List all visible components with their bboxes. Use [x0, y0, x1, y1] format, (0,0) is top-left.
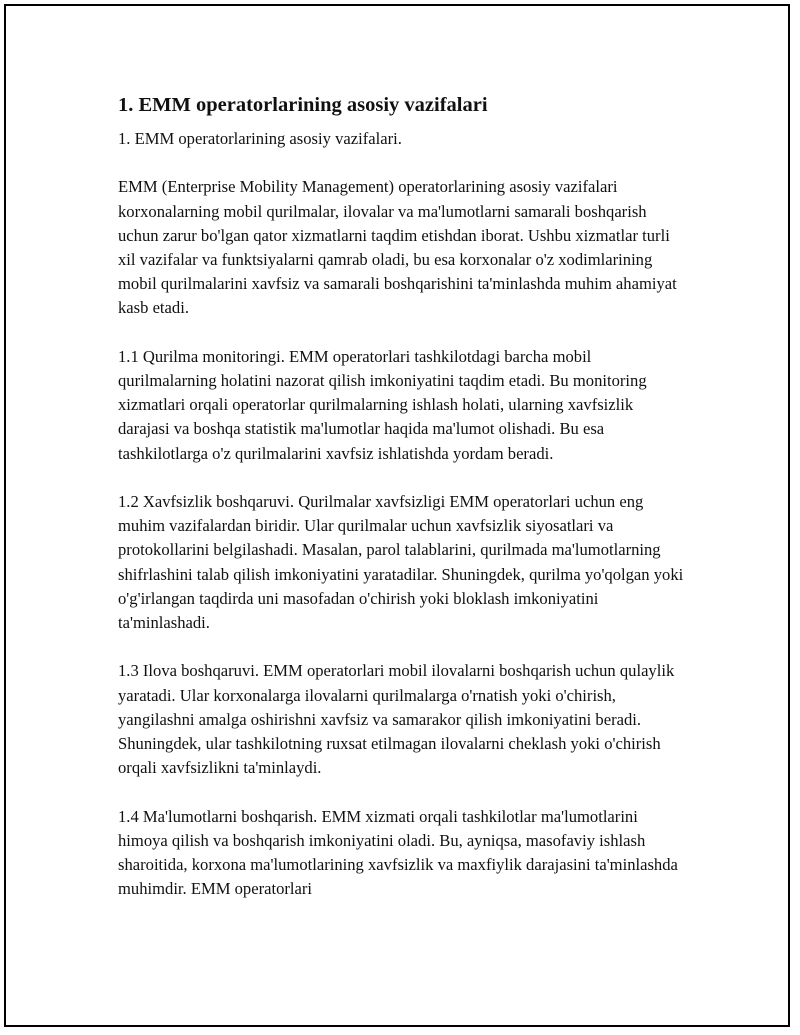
paragraph-device-monitoring: 1.1 Qurilma monitoringi. EMM operatorlari tashkilotdagi barcha mobil qurilmalarning holatini nazorat qilish imkoniyatini taqdim etadi. Bu monitoring xizmatlari orqali operatorlar qurilmalarning ishlash holati, ularning xavfsizlik darajasi va boshqa statistik ma'lumotlar haqida ma'lumot olishadi. Bu esa tashkilotlarga o'z qurilmalarini xavfsiz ishlatishda yordam beradi.	[118, 346, 647, 463]
paragraph-security-management: 1.2 Xavfsizlik boshqaruvi. Qurilmalar xavfsizligi EMM operatorlari uchun eng muhim vazifalardan biridir. Ular qurilmalar uchun xavfsizlik siyosatlari va protokollarini belgilashadi. Masalan, parol talablarini, qurilmada ma'lumotlarning shifrlashini talab qilish imkoniyatini yaratadilar. Shuningdek, qurilma yo'qolgan yoki o'g'irlangan taqdirda uni masofadan o'chirish yoki bloklash imkoniyatini ta'minlashadi.	[118, 492, 684, 633]
paragraph-data-management: 1.4 Ma'lumotlarni boshqarish. EMM xizmati orqali tashkilotlar ma'lumotlarini himoya qilish va boshqarish imkoniyatini oladi. Bu, ayniqsa, masofaviy ishlash sharoitida, korxona ma'lumotlarining xavfsizlik va maxfiylik darajasini ta'minlashda muhimdir. EMM operatorlari	[118, 806, 678, 899]
paragraph-app-management: 1.3 Ilova boshqaruvi. EMM operatorlari mobil ilovalarni boshqarish uchun qulaylik yaratadi. Ular korxonalarga ilovalarni qurilmalarga o'rnatish yoki o'chirish, yangilashni amalga oshirishni xavfsiz va samarakor qilish imkoniyatini beradi. Shuningdek, ular tashkilotning ruxsat etilmagan ilovalarni cheklash yoki o'chirish orqali xavfsizlikni ta'minlaydi.	[118, 661, 675, 778]
section-heading: 1. EMM operatorlarining asosiy vazifalari	[118, 94, 488, 116]
paragraph-title-line: 1. EMM operatorlarining asosiy vazifalari.	[118, 129, 402, 148]
document-body	[118, 92, 688, 926]
paragraph-intro: EMM (Enterprise Mobility Management) operatorlarining asosiy vazifalari korxonalarning mobil qurilmalar, ilovalar va ma'lumotlarni samarali boshqarish uchun zarur bo'lgan qator xizmatlarni taqdim etishdan iborat. Ushbu xizmatlar turli xil vazifalar va funktsiyalarni qamrab oladi, bu esa korxonalar o'z xodimlarining mobil qurilmalarini xavfsiz va samarali boshqarishini ta'minlashda muhim ahamiyat kasb etadi.	[118, 177, 677, 318]
